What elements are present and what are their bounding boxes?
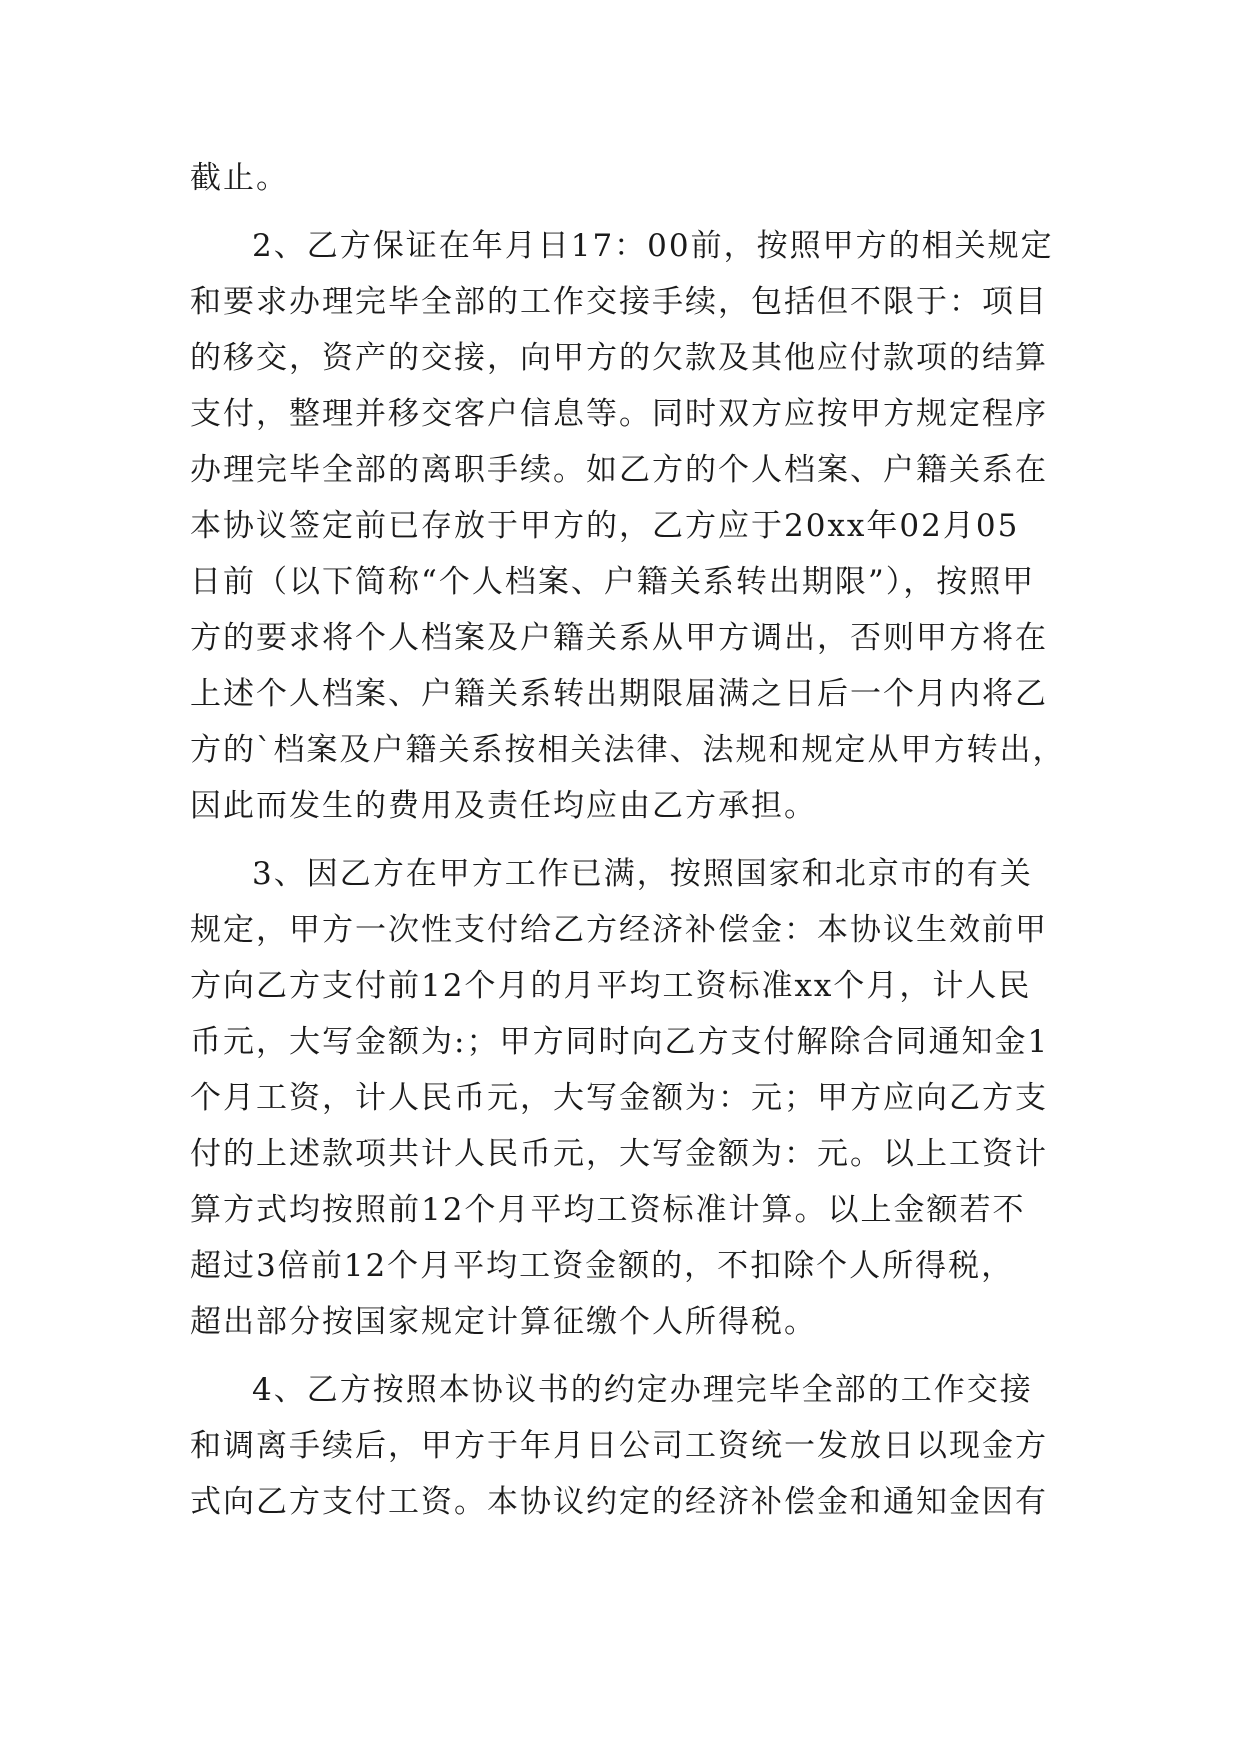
paragraph-4-line-2: 和调离手续后，甲方于年月日公司工资统一发放日以现金方 xyxy=(190,1428,1048,1464)
paragraph-2-line-10: 方的`档案及户籍关系按相关法律、法规和规定从甲方转出， xyxy=(190,732,1066,768)
paragraph-2-line-9: 上述个人档案、户籍关系转出期限届满之日后一个月内将乙 xyxy=(190,676,1048,712)
paragraph-3-line-1: 3、因乙方在甲方工作已满，按照国家和北京市的有关 xyxy=(252,856,1033,892)
paragraph-2-line-8: 方的要求将个人档案及户籍关系从甲方调出，否则甲方将在 xyxy=(190,620,1048,656)
paragraph-2-line-4: 支付，整理并移交客户信息等。同时双方应按甲方规定程序 xyxy=(190,396,1048,432)
paragraph-2-line-6: 本协议签定前已存放于甲方的，乙方应于20xx年02月05 xyxy=(190,508,1020,544)
paragraph-3-line-3: 方向乙方支付前12个月的月平均工资标准xx个月，计人民 xyxy=(190,968,1032,1004)
paragraph-3-line-7: 算方式均按照前12个月平均工资标准计算。以上金额若不 xyxy=(190,1192,1026,1228)
paragraph-3-line-8: 超过3倍前12个月平均工资金额的，不扣除个人所得税， xyxy=(190,1248,1015,1284)
paragraph-2-line-2: 和要求办理完毕全部的工作交接手续，包括但不限于：项目 xyxy=(190,284,1048,320)
paragraph-4-line-1: 4、乙方按照本协议书的约定办理完毕全部的工作交接 xyxy=(252,1372,1033,1408)
paragraph-2-line-3: 的移交，资产的交接，向甲方的欠款及其他应付款项的结算 xyxy=(190,340,1048,376)
paragraph-2-line-5: 办理完毕全部的离职手续。如乙方的个人档案、户籍关系在 xyxy=(190,452,1048,488)
paragraph-3-line-6: 付的上述款项共计人民币元，大写金额为：元。以上工资计 xyxy=(190,1136,1048,1172)
paragraph-4-line-3: 式向乙方支付工资。本协议约定的经济补偿金和通知金因有 xyxy=(190,1484,1048,1520)
paragraph-3-line-9: 超出部分按国家规定计算征缴个人所得税。 xyxy=(190,1304,817,1340)
paragraph-2-line-7: 日前（以下简称“个人档案、户籍关系转出期限”），按照甲 xyxy=(190,564,1036,600)
paragraph-3-line-2: 规定，甲方一次性支付给乙方经济补偿金：本协议生效前甲 xyxy=(190,912,1048,948)
paragraph-2-line-1: 2、乙方保证在年月日17：00前，按照甲方的相关规定 xyxy=(252,228,1054,264)
text-line-1: 截止。 xyxy=(190,160,289,196)
document-body xyxy=(190,150,1066,1530)
paragraph-2-line-11: 因此而发生的费用及责任均应由乙方承担。 xyxy=(190,788,817,824)
paragraph-3-line-4: 币元，大写金额为:；甲方同时向乙方支付解除合同通知金1 xyxy=(190,1024,1050,1060)
paragraph-3-line-5: 个月工资，计人民币元，大写金额为：元；甲方应向乙方支 xyxy=(190,1080,1048,1116)
